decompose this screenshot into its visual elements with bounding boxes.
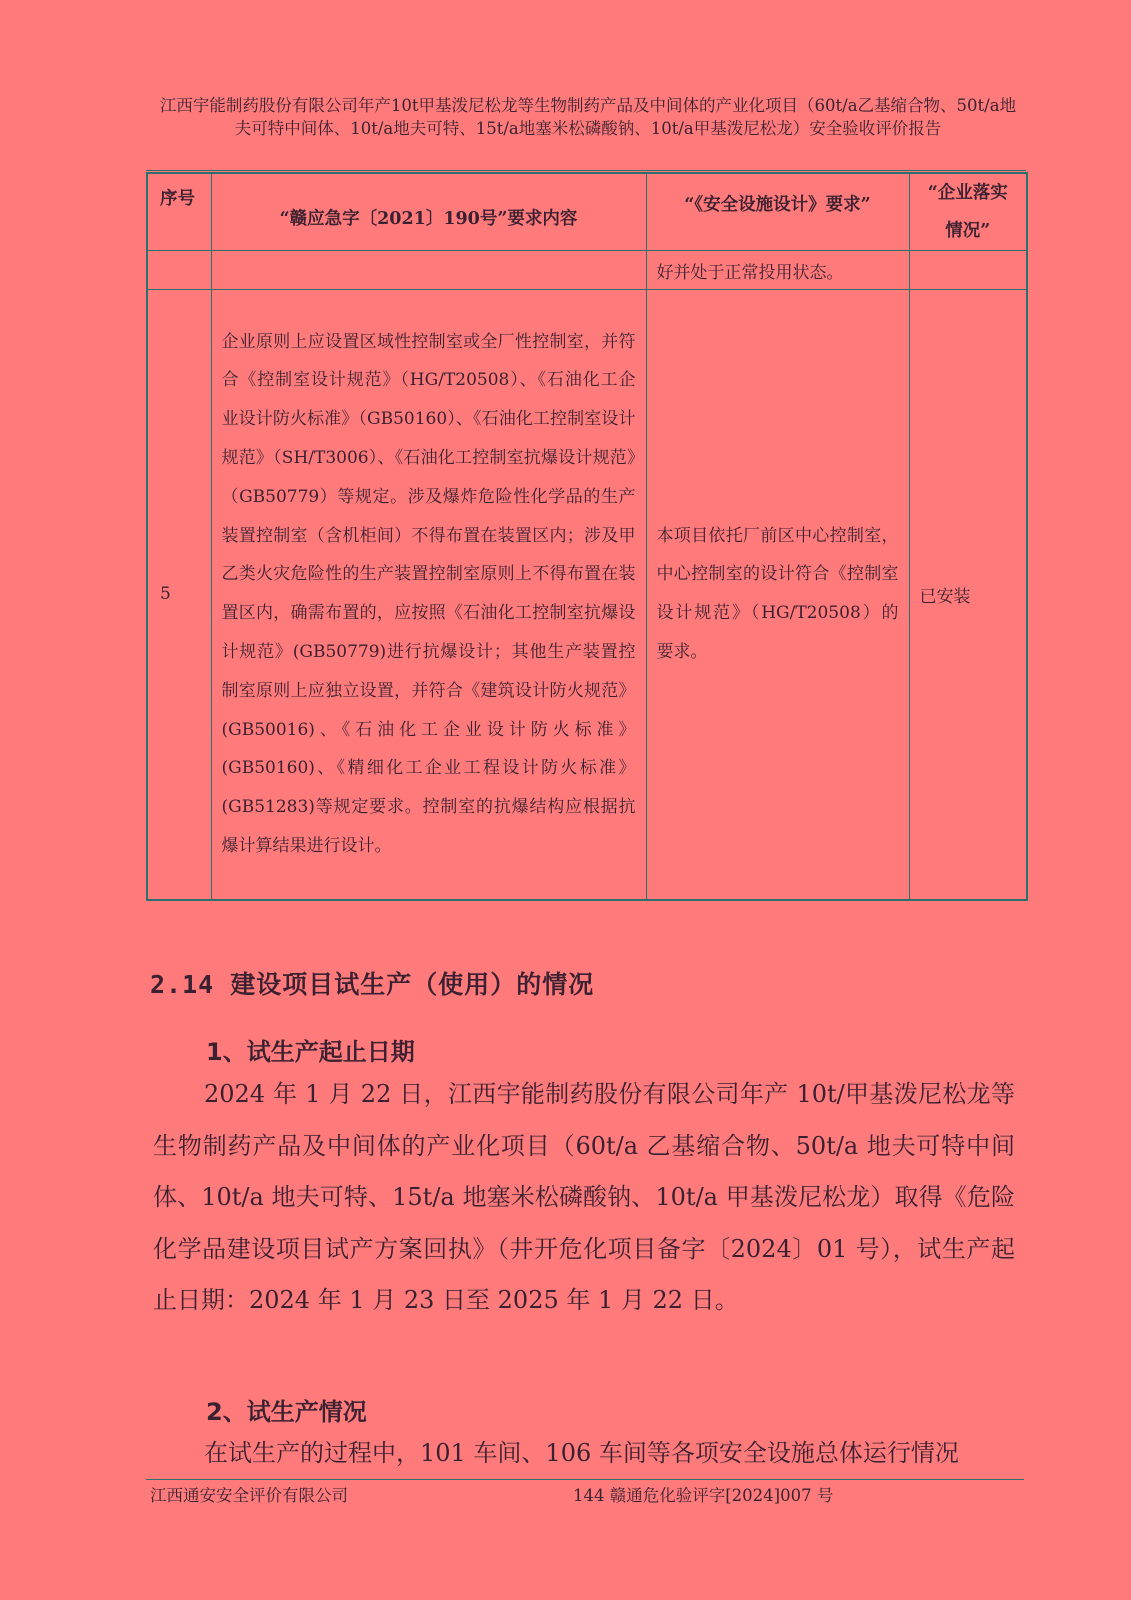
page-header: 江西宇能制药股份有限公司年产10t甲基泼尼松龙等生物制药产品及中间体的产业化项目（60t/a乙基缩合物、50t/a地夫可特中间体、10t/a地夫可特、15t/a地塞米松磷酸钠、10t/a甲基泼尼松龙）安全验收评价报告: [159, 96, 1017, 138]
requirements-table: [146, 172, 1028, 901]
header-status: “企业落实情况”: [909, 173, 1027, 251]
section-title: 2.14 建设项目试生产（使用）的情况: [150, 970, 595, 999]
cell-requirement: 企业原则上应设置区域性控制室或全厂性控制室，并符合《控制室设计规范》（HG/T20508）、《石油化工企业设计防火标准》（GB50160）、《石油化工控制室设计规范》（SH/T3006）、《石油化工控制室抗爆设计规范》（GB50779）等规定。涉及爆炸危险性化学品的生产装置控制室（含机柜间）不得布置在装置区内；涉及甲乙类火灾危险性的生产装置控制室原则上不得布置在装置区内，确需布置的，应按照《石油化工控制室抗爆设计规范》(GB50779)进行抗爆设计；其他生产装置控制室原则上应独立设置，并符合《建筑设计防火规范》(GB50016)、《石油化工企业设计防火标准》(GB50160)、《精细化工企业工程设计防火标准》(GB51283)等规定要求。控制室的抗爆结构应根据抗爆计算结果进行设计。: [211, 290, 646, 900]
paragraph-dates: 2024 年 1 月 22 日，江西宇能制药股份有限公司年产 10t/甲基泼尼松龙等生物制药产品及中间体的产业化项目（60t/a 乙基缩合物、50t/a 地夫可特中间体、10t/a 地夫可特、15t/a 地塞米松磷酸钠、10t/a 甲基泼尼松龙）取得《危险化学品建设项目试产方案回执》（井开危化项目备字〔2024〕01 号），试生产起止日期：2024 年 1 月 23 日至 2025 年 1 月 22 日。: [153, 1080, 1015, 1314]
cell-design: 好并处于正常投用状态。: [646, 251, 909, 290]
header-requirement: “赣应急字〔2021〕190号”要求内容: [211, 173, 646, 251]
table-row: [147, 290, 1027, 900]
cell-requirement: [211, 251, 646, 290]
header-no: 序号: [147, 173, 211, 251]
cell-status: 已安装: [909, 290, 1027, 900]
table-row-continued: [147, 251, 1027, 290]
subsection-title-status: 2、试生产情况: [206, 1398, 367, 1426]
cell-status: [909, 251, 1027, 290]
subsection-title-dates: 1、试生产起止日期: [206, 1038, 415, 1066]
cell-design: 本项目依托厂前区中心控制室，中心控制室的设计符合《控制室设计规范》（HG/T20508）的要求。: [646, 290, 909, 900]
footer-page-ref: 144 赣通危化验评字[2024]007 号: [573, 1486, 834, 1505]
footer-divider: [146, 1479, 1024, 1480]
table-header-row: [147, 173, 1027, 251]
footer-company: 江西通安安全评价有限公司: [150, 1486, 348, 1505]
cell-no: [147, 251, 211, 290]
header-design: “《安全设施设计》要求”: [646, 173, 909, 251]
header-divider: [146, 170, 1026, 171]
paragraph-status: 在试生产的过程中，101 车间、106 车间等各项安全设施总体运行情况: [204, 1439, 959, 1467]
cell-no: 5: [147, 290, 211, 900]
